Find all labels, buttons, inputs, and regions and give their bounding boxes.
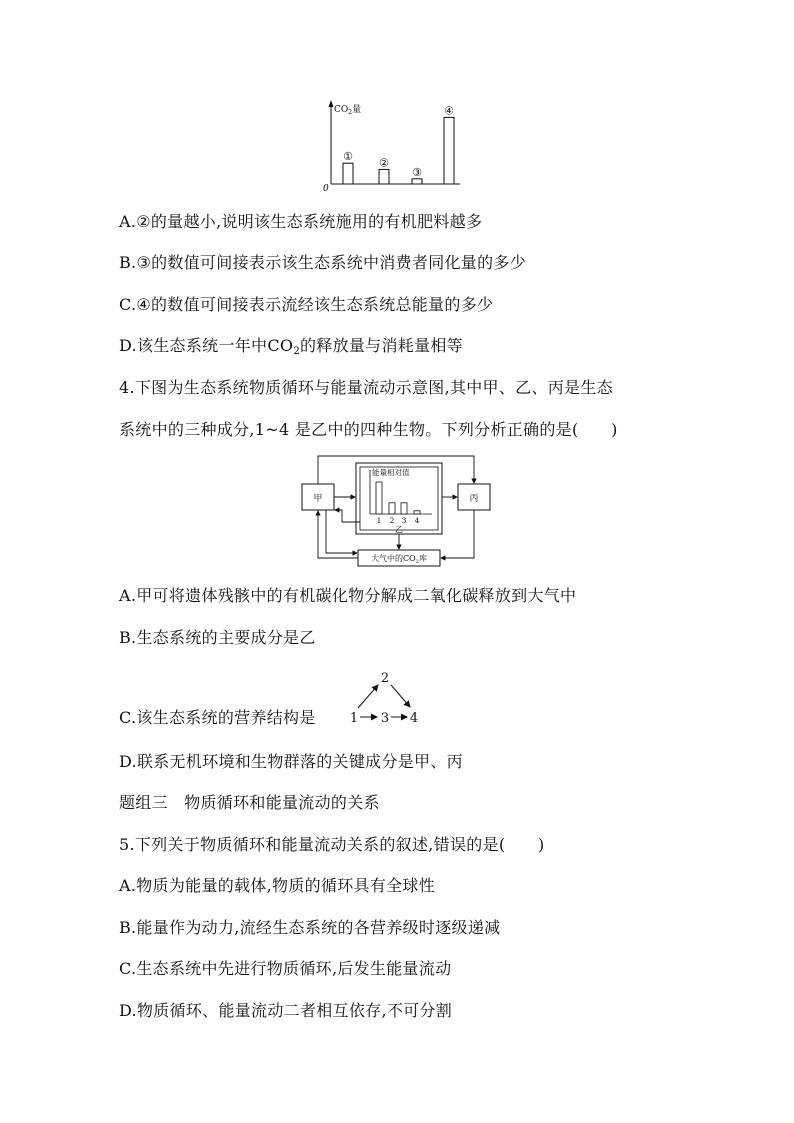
y-axis-arrow	[329, 100, 334, 107]
energy-bar-label-3: 3	[401, 516, 407, 525]
arrow-jia-to-atm	[326, 510, 357, 553]
q4-option-c: C.该生态系统的营养结构是	[119, 708, 316, 727]
energy-bar-3	[401, 503, 407, 514]
q5-option-b: B.能量作为动力,流经生态系统的各营养级时逐级递减	[119, 918, 501, 937]
q5-option-a: A.物质为能量的载体,物质的循环具有全球性	[119, 876, 436, 895]
q5-option-d: D.物质循环、能量流动二者相互依存,不可分割	[119, 1001, 453, 1020]
box-jia-label: 甲	[313, 494, 323, 504]
web-node-4: 4	[409, 711, 419, 726]
energy-bar-label-2: 2	[389, 516, 395, 525]
co2-bar-label-1: ①	[343, 150, 353, 164]
energy-bar-4	[414, 511, 420, 514]
q5-option-c: C.生态系统中先进行物质循环,后发生能量流动	[119, 959, 452, 978]
co2-bar-chart	[318, 98, 468, 193]
box-bing-label: 丙	[469, 494, 479, 504]
q4-stem-line1: 4.下图为生态系统物质循环与能量流动示意图,其中甲、乙、丙是生态	[119, 378, 613, 397]
food-web-diagram	[348, 668, 428, 726]
q4-option-a: A.甲可将遗体残骸中的有机碳化物分解成二氧化碳释放到大气中	[119, 586, 577, 605]
co2-bar-3	[412, 179, 422, 184]
q4-option-b: B.生态系统的主要成分是乙	[119, 628, 316, 647]
energy-bar-label-1: 1	[376, 516, 382, 525]
origin-label: 0	[323, 184, 329, 193]
group-three-heading: 题组三 物质循环和能量流动的关系	[119, 793, 380, 812]
q3-option-c: C.④的数值可间接表示流经该生态系统总能量的多少	[119, 295, 494, 314]
energy-bar-2	[389, 503, 395, 514]
arrow-bing-to-atm	[441, 510, 474, 558]
inner-chart-title: 能量相对值	[372, 468, 410, 477]
q4-stem-line2: 系统中的三种成分,1~4 是乙中的四种生物。下列分析正确的是( )	[119, 420, 618, 439]
co2-bar-label-4: ④	[444, 104, 454, 118]
web-node-2: 2	[380, 671, 390, 686]
energy-bar-label-4: 4	[414, 516, 420, 525]
co2-bar-label-2: ②	[379, 156, 389, 170]
q3-option-b: B.③的数值可间接表示该生态系统中消费者同化量的多少	[119, 253, 526, 272]
q3-option-d: D.该生态系统一年中$CO_2$的释放量与消耗量相等	[119, 336, 463, 357]
co2-bar-4	[444, 117, 454, 184]
co2-bar-2	[379, 169, 389, 184]
co2-bar-1	[343, 163, 353, 184]
q5-stem: 5.下列关于物质循环和能量流动关系的叙述,错误的是( )	[119, 835, 545, 854]
energy-bar-1	[376, 482, 382, 514]
arrow-atm-to-jia	[318, 511, 358, 558]
cycle-diagram	[298, 452, 508, 570]
q4-option-d: D.联系无机环境和生物群落的关键成分是甲、丙	[119, 752, 463, 771]
box-yi-label: 乙	[395, 525, 403, 534]
q3-option-a: A.②的量越小,说明该生态系统施用的有机肥料越多	[119, 212, 483, 231]
web-node-3: 3	[380, 711, 390, 726]
web-node-1: 1	[349, 711, 359, 726]
co2-bar-label-3: ③	[412, 165, 422, 179]
web-arrow-2-4	[391, 685, 410, 707]
y-axis-label: $CO_2$量	[334, 105, 362, 116]
web-arrow-1-2	[358, 685, 378, 708]
box-atmosphere-label: 大气中的$CO_2$库	[371, 554, 427, 565]
